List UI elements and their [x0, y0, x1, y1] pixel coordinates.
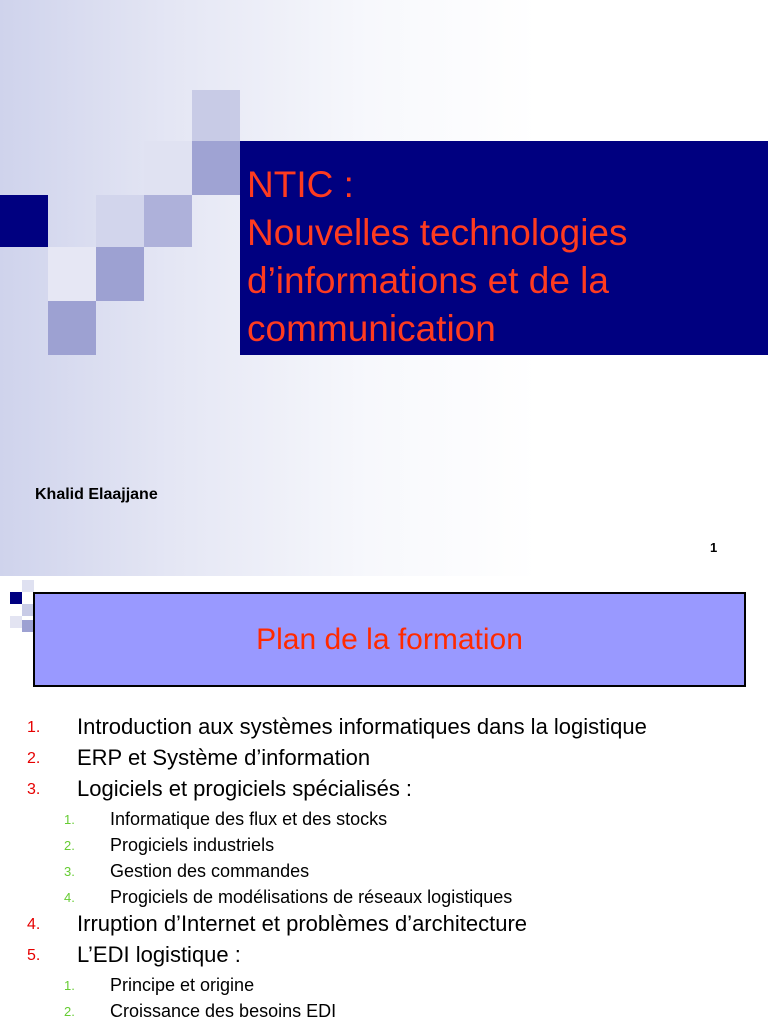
list-item [0, 911, 768, 942]
sub-item-label: Progiciels de modélisations de réseaux logistiques [110, 887, 513, 907]
list-item [0, 745, 768, 776]
sub-list-item [0, 999, 768, 1024]
plan-heading: Plan de la formation [256, 622, 523, 656]
item-number: 4. [27, 916, 41, 933]
item-label: L’EDI logistique : [77, 942, 241, 967]
title-line: NTIC : [247, 164, 354, 205]
item-label: Irruption d’Internet et problèmes d’architecture [77, 911, 528, 936]
sub-item-label: Progiciels industriels [110, 835, 275, 855]
item-number: 3. [27, 781, 41, 798]
list-item [0, 776, 768, 807]
sub-item-number: 2. [64, 1004, 75, 1019]
item-label: Introduction aux systèmes informatiques dans la logistique [77, 714, 647, 739]
deco-square [192, 90, 240, 141]
deco-square [48, 247, 96, 301]
deco-square [10, 616, 22, 628]
list-item [0, 714, 768, 745]
deco-square [96, 195, 144, 247]
sub-list-item [0, 807, 768, 833]
sub-item-label: Gestion des commandes [110, 861, 310, 881]
sub-list-item [0, 833, 768, 859]
item-number: 5. [27, 947, 41, 964]
sub-item-number: 3. [64, 864, 75, 879]
sub-list-item [0, 885, 768, 911]
title-line: d’informations et de la [247, 260, 609, 301]
deco-square [192, 141, 240, 195]
sub-item-label: Informatique des flux et des stocks [110, 809, 388, 829]
list-item [0, 942, 768, 973]
outline-slide [0, 576, 768, 1024]
sub-list-item [0, 859, 768, 885]
sub-item-label: Croissance des besoins EDI [110, 1001, 337, 1021]
plan-heading-box [33, 592, 746, 687]
slide-title [247, 161, 762, 353]
deco-square [96, 247, 144, 301]
sub-item-number: 1. [64, 978, 75, 993]
deco-square [0, 195, 48, 247]
sub-item-number: 1. [64, 812, 75, 827]
deco-square [48, 301, 96, 355]
item-number: 2. [27, 750, 41, 767]
title-line: Nouvelles technologies [247, 212, 628, 253]
item-number: 1. [27, 719, 41, 736]
author-name: Khalid Elaajjane [35, 486, 158, 503]
page-number: 1 [710, 540, 718, 555]
deco-square [144, 141, 192, 195]
sub-item-number: 4. [64, 890, 75, 905]
outline-list [0, 714, 768, 1024]
deco-square [144, 195, 192, 247]
deco-square [10, 592, 22, 604]
item-label: Logiciels et progiciels spécialisés : [77, 776, 413, 801]
sub-list-item [0, 973, 768, 999]
deco-square [22, 580, 34, 592]
item-label: ERP et Système d’information [77, 745, 371, 770]
sub-item-number: 2. [64, 838, 75, 853]
sub-item-label: Principe et origine [110, 975, 255, 995]
title-line: communication [247, 308, 496, 349]
